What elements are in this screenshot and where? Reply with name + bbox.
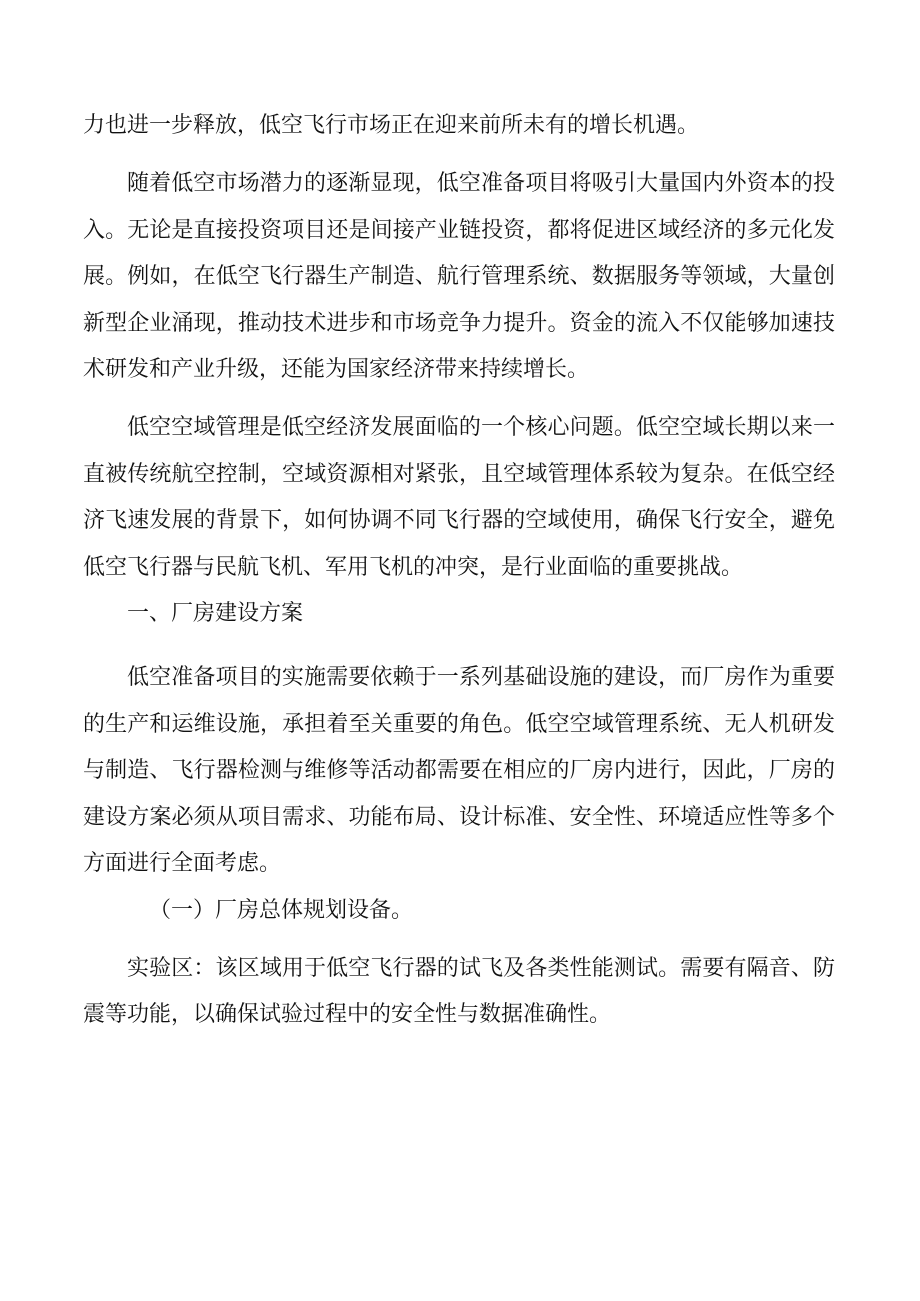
document-page (83, 103, 835, 1039)
paragraph-capital-investment: 随着低空市场潜力的逐渐显现，低空准备项目将吸引大量国内外资本的投入。无论是直接投资项目还是间接产业链投资，都将促进区域经济的多元化发展。例如，在低空飞行器生产制造、航行管理系统、数据服务等领域，大量创新型企业涌现，推动技术进步和市场竞争力提升。资金的流入不仅能够加速技术研发和产业升级，还能为国家经济带来持续增长。 (83, 171, 835, 383)
paragraph-airspace-management: 低空空域管理是低空经济发展面临的一个核心问题。低空空域长期以来一直被传统航空控制，空域资源相对紧张，且空域管理体系较为复杂。在低空经济飞速发展的背景下，如何协调不同飞行器的空域使用，确保飞行安全，避免低空飞行器与民航飞机、军用飞机的冲突，是行业面临的重要挑战。 (83, 415, 835, 580)
subsection-heading: （一）厂房总体规划设备。 (149, 897, 414, 923)
section-heading: 一、厂房建设方案 (127, 601, 304, 627)
paragraph-factory-construction: 低空准备项目的实施需要依赖于一系列基础设施的建设，而厂房作为重要的生产和运维设施，承担着至关重要的角色。低空空域管理系统、无人机研发与制造、飞行器检测与维修等活动都需要在相应的厂房内进行，因此，厂房的建设方案必须从项目需求、功能布局、设计标准、安全性、环境适应性等多个方面进行全面考虑。 (83, 665, 835, 877)
paragraph-test-area: 实验区：该区域用于低空飞行器的试飞及各类性能测试。需要有隔音、防震等功能，以确保试验过程中的安全性与数据准确性。 (83, 955, 835, 1028)
paragraph-continuation: 力也进一步释放，低空飞行市场正在迎来前所未有的增长机遇。 (83, 113, 700, 138)
